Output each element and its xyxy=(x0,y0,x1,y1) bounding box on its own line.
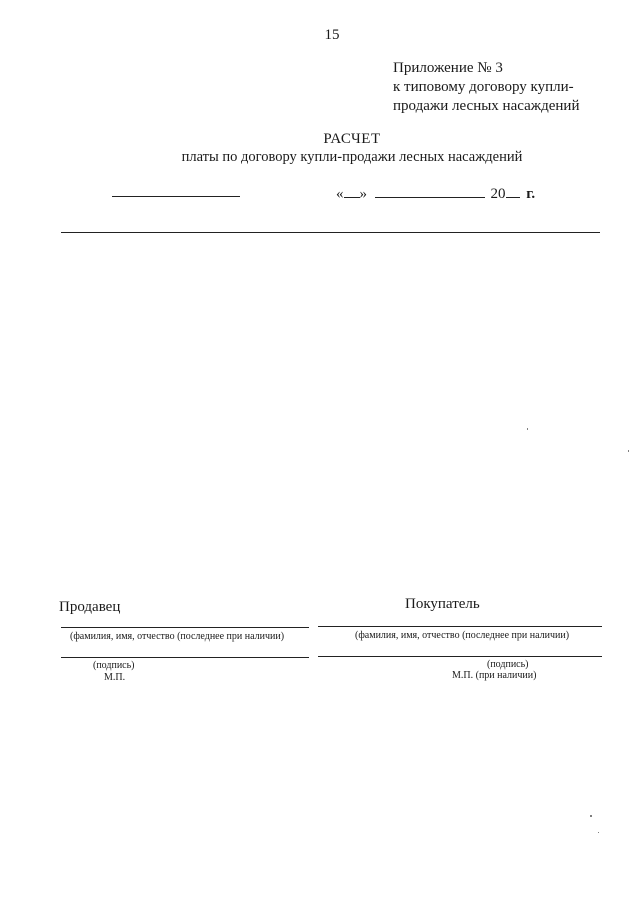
seller-name-caption: (фамилия, имя, отчество (последнее при наличии) xyxy=(70,631,285,642)
document-subtitle: платы по договору купли-продажи лесных насаждений xyxy=(181,149,523,165)
appendix-line-3: продажи лесных насаждений xyxy=(393,98,580,114)
buyer-stamp-caption: М.П. (при наличии) xyxy=(452,670,537,681)
date-close-quote: » xyxy=(359,186,367,202)
scan-speck xyxy=(527,428,528,430)
scan-speck xyxy=(598,832,599,833)
day-blank[interactable] xyxy=(344,182,360,198)
buyer-name-caption: (фамилия, имя, отчество (последнее при наличии) xyxy=(355,630,570,641)
appendix-line-1: Приложение № 3 xyxy=(393,60,503,76)
buyer-name-line[interactable] xyxy=(318,626,602,627)
seller-signature-caption: (подпись) xyxy=(93,660,135,671)
appendix-heading xyxy=(393,59,579,116)
seller-label: Продавец xyxy=(59,599,121,615)
year-prefix: 20 xyxy=(490,186,506,202)
page-number: 15 xyxy=(324,27,340,43)
scan-speck xyxy=(628,450,629,452)
buyer-signature-line[interactable] xyxy=(318,656,602,657)
header-divider xyxy=(61,232,600,233)
buyer-signature-caption: (подпись) xyxy=(487,659,529,670)
document-title: РАСЧЕТ xyxy=(323,131,381,147)
seller-signature-line[interactable] xyxy=(61,657,309,658)
scan-speck xyxy=(590,815,592,817)
date-open-quote: « xyxy=(336,186,344,202)
buyer-label: Покупатель xyxy=(405,596,480,612)
place-blank-line[interactable] xyxy=(112,196,240,197)
appendix-line-2: к типовому договору купли- xyxy=(393,79,574,95)
date-block xyxy=(336,182,535,203)
year-blank[interactable] xyxy=(506,182,520,198)
year-suffix: г. xyxy=(526,186,536,202)
month-blank[interactable] xyxy=(375,182,485,198)
seller-name-line[interactable] xyxy=(61,627,309,628)
seller-stamp-caption: М.П. xyxy=(104,672,126,683)
